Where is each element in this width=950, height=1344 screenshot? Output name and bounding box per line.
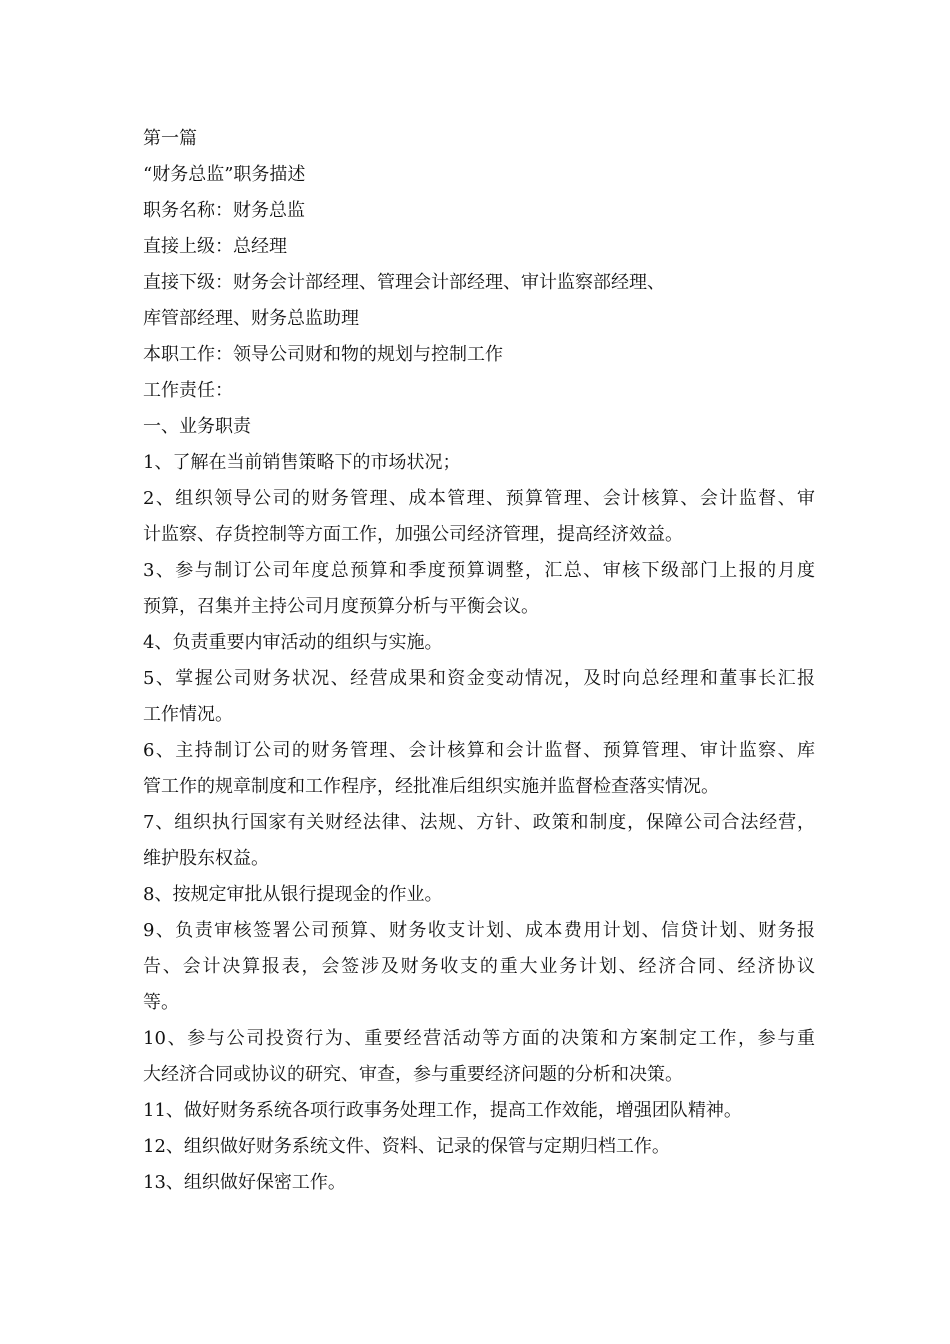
- duty-item-line: 大经济合同或协议的研究、审查，参与重要经济问题的分析和决策。: [143, 1064, 683, 1085]
- duty-item: [143, 913, 815, 1021]
- responsibilities-heading: 工作责任：: [143, 380, 233, 401]
- duty-item-line: 6、主持制订公司的财务管理、会计核算和会计监督、预算管理、审计监察、库: [143, 740, 815, 761]
- duty-item: [143, 877, 815, 913]
- duty-item-line: 等。: [143, 992, 179, 1013]
- duty-item-line: 告、会计决算报表，会签涉及财务收支的重大业务计划、经济合同、经济协议: [143, 956, 815, 977]
- core-duty: 本职工作：领导公司财和物的规划与控制工作: [143, 344, 503, 365]
- section-heading: 一、业务职责: [143, 416, 251, 437]
- duty-item: [143, 805, 815, 877]
- duty-item: [143, 553, 815, 625]
- duty-list: [143, 445, 815, 1201]
- duty-item: [143, 445, 815, 481]
- duty-item-line: 计监察、存货控制等方面工作，加强公司经济管理，提高经济效益。: [143, 524, 683, 545]
- duty-item-line: 管工作的规章制度和工作程序，经批准后组织实施并监督检查落实情况。: [143, 776, 719, 797]
- duty-item-line: 11、做好财务系统各项行政事务处理工作，提高工作效能，增强团队精神。: [143, 1100, 742, 1121]
- duty-item-line: 10、参与公司投资行为、重要经营活动等方面的决策和方案制定工作，参与重: [143, 1028, 815, 1049]
- duty-item-line: 4、负责重要内审活动的组织与实施。: [143, 632, 443, 653]
- duty-item-line: 12、组织做好财务系统文件、资料、记录的保管与定期归档工作。: [143, 1136, 670, 1157]
- part-label: 第一篇: [143, 128, 197, 149]
- duty-item-line: 3、参与制订公司年度总预算和季度预算调整，汇总、审核下级部门上报的月度: [143, 560, 815, 581]
- direct-subordinates-line: 库管部经理、财务总监助理: [143, 308, 359, 329]
- document-body: [143, 121, 815, 1201]
- position-name: 职务名称：财务总监: [143, 200, 305, 221]
- duty-item: [143, 625, 815, 661]
- duty-item-line: 5、掌握公司财务状况、经营成果和资金变动情况，及时向总经理和董事长汇报: [143, 668, 815, 689]
- duty-item: [143, 1093, 815, 1129]
- duty-item: [143, 661, 815, 733]
- duty-item-line: 7、组织执行国家有关财经法律、法规、方针、政策和制度，保障公司合法经营，: [143, 812, 815, 833]
- document-title: “财务总监”职务描述: [143, 164, 306, 185]
- duty-item: [143, 1165, 815, 1201]
- duty-item-line: 9、负责审核签署公司预算、财务收支计划、成本费用计划、信贷计划、财务报: [143, 920, 815, 941]
- direct-subordinates-line: 直接下级：财务会计部经理、管理会计部经理、审计监察部经理、: [143, 272, 665, 293]
- duty-item-line: 预算，召集并主持公司月度预算分析与平衡会议。: [143, 596, 539, 617]
- duty-item: [143, 1129, 815, 1165]
- duty-item-line: 维护股东权益。: [143, 848, 269, 869]
- duty-item-line: 13、组织做好保密工作。: [143, 1172, 346, 1193]
- direct-superior: 直接上级：总经理: [143, 236, 287, 257]
- duty-item-line: 8、按规定审批从银行提现金的作业。: [143, 884, 443, 905]
- duty-item-line: 1、了解在当前销售策略下的市场状况；: [143, 452, 461, 473]
- duty-item: [143, 481, 815, 553]
- duty-item: [143, 733, 815, 805]
- duty-item: [143, 1021, 815, 1093]
- duty-item-line: 工作情况。: [143, 704, 233, 725]
- duty-item-line: 2、组织领导公司的财务管理、成本管理、预算管理、会计核算、会计监督、审: [143, 488, 815, 509]
